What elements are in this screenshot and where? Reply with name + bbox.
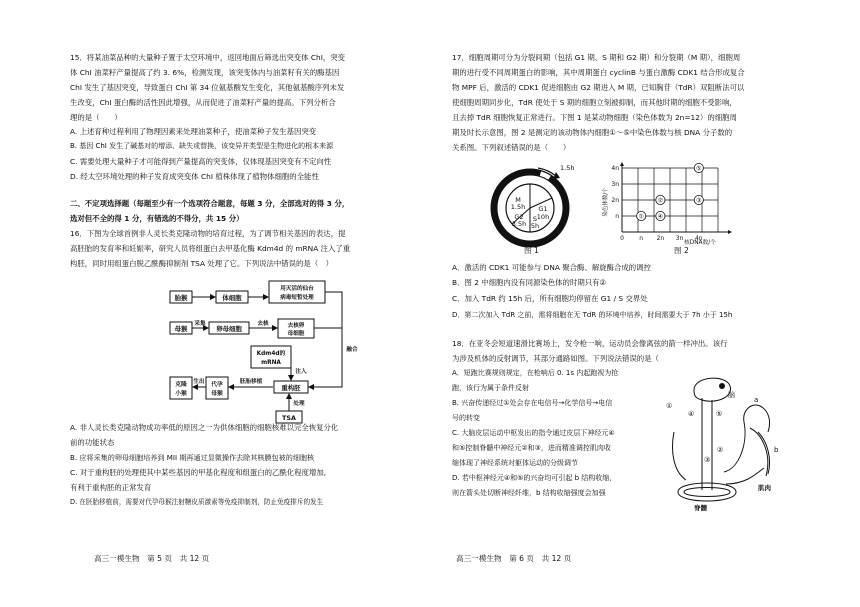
denucleate-label: 去核 — [257, 321, 269, 327]
data-point-label: ④ — [657, 212, 664, 221]
q17-options — [452, 260, 790, 324]
figure-1-caption: 图 1 — [524, 246, 539, 255]
arrow-head — [553, 172, 560, 179]
enucleated-oocyte-label-2: 母细胞 — [287, 331, 305, 337]
left-page — [70, 0, 420, 607]
q15-stem-line: 生改变，ChI 蛋白酶的活性因此增强，从而促进了油菜籽产量的提高。下列分析合 — [70, 98, 336, 107]
muscle-label: 肌肉 — [758, 484, 771, 492]
female-monkey-label: 母猴 — [174, 325, 188, 333]
clone-line1: 克隆 — [175, 382, 187, 388]
s-time: 5h — [530, 222, 540, 230]
x-tick-label: 3n — [675, 235, 684, 242]
sendai-virus-label: 用灭活的仙台 — [280, 286, 314, 292]
reconstructed-embryo-label: 重构胚 — [281, 384, 301, 392]
q18-option: A．短跑比赛规则规定，在枪响后 0. 1s 内起跑视为抢 — [452, 369, 619, 377]
surrogate-label: 代孕 — [211, 382, 223, 388]
data-point-label: ② — [657, 196, 664, 205]
y-axis-label: 染色体数/个 — [603, 187, 609, 217]
y-tick-label: 3n — [611, 181, 619, 188]
q17-stem-line: 物 MPF 后，激活的 CDK1 促进细胞由 G2 期进入 M 期，已知胸苷（TdR）双阻断法可以 — [452, 83, 745, 92]
data-point-label: ① — [638, 212, 645, 221]
q16-stem-line: 16．下图为全球首例非人灵长类克隆动物的培育过程，为了调节相关基因的表达，提 — [70, 229, 346, 238]
g2-time: 3.5h — [511, 220, 527, 228]
q16-option-b: B. 应将采集的卵母细胞培养到 MII 期再通过显微操作去除其核膜包被的细胞核 — [70, 453, 315, 462]
q15-stem-line: ChI 发生了基因突变，导致蛋白 ChI 第 34 位氨基酸发生变化，其他氨基酸序列未发 — [70, 83, 345, 92]
mrna-line1: Kdm4d的 — [256, 351, 286, 357]
cell-cycle-figure — [482, 158, 582, 258]
enucleated-oocyte-label: 去核卵 — [287, 323, 305, 329]
label-b: b — [774, 446, 779, 454]
arrow-time: 1.5h — [560, 164, 575, 172]
q17-option-d: D．第二次加入 TdR 之前，需将细胞在无 TdR 的环境中培养，时间需要大于 7h 小于 15h — [452, 311, 733, 319]
brain-shape — [694, 378, 731, 401]
spinal-cord-shape — [678, 483, 736, 501]
q17-stem-line: 17．细胞周期可分为分裂间期（包括 G1 期、S 期和 G2 期）和分裂期（M 期），细胞周 — [452, 53, 741, 62]
q17-stem-line: 关系图。下列叙述错误的是（ ） — [452, 143, 571, 152]
reflex-pathway-diagram — [664, 372, 786, 512]
q16-stem-line: 构胚，同时用组蛋白脱乙酰酶抑制剂 TSA 处理了它。下列说法中错误的是（ ） — [70, 259, 333, 268]
y-tick-label: 4n — [611, 165, 619, 172]
question-17 — [452, 50, 790, 155]
s-label: S — [532, 215, 538, 223]
section-2-line: 二、不定项选择题（每题至少有一个选项符合题意，每题 3 分，全部选对的得 3 分， — [70, 199, 350, 208]
birth-label: 生出 — [193, 379, 205, 385]
g2-label: G2 — [514, 213, 524, 221]
q18-option: 号的转变 — [452, 414, 480, 422]
q15-stem-line: 体 ChI 油菜籽产量提高了约 3. 6%，检测发现，该突变体内与油菜籽有关的酶基因 — [70, 68, 340, 77]
q15-stem-line: 理的是（ ） — [70, 113, 122, 122]
q18-options — [452, 366, 662, 501]
clone-line2: 小猴 — [175, 391, 187, 397]
data-point-label: ⑤ — [695, 164, 702, 173]
y-tick-label: n — [615, 213, 619, 220]
q17-stem-line: 期的进行受不同周期蛋白的影响，其中周期蛋白 cyclinB 与蛋白激酶 CDK1 结合形成复合 — [452, 68, 745, 77]
right-page — [452, 0, 790, 607]
somatic-cell-label: 体细胞 — [222, 294, 242, 302]
mother-label: 母猴 — [211, 391, 223, 397]
right-page-footer: 高三一模生物 第 6 页 共 12 页 — [456, 554, 572, 563]
label-n4: ④ — [688, 410, 695, 418]
chromosome-dna-chart — [600, 160, 732, 246]
q18-option: C. 大脑皮层运动中枢发出的指令通过皮层下神经元④ — [452, 429, 615, 437]
inject-label: 注入 — [295, 369, 307, 375]
q17-stem-line: 期及时长示意图，图 2 是测定的该动物体内细胞①～⑤中染色体数与核 DNA 分子数的 — [452, 128, 733, 137]
question-18 — [452, 336, 790, 366]
q18-stem-line: 为涉及机体的反射调节，其部分通路如图。下列说法错误的是（ — [452, 354, 659, 363]
embryo-transfer-label: 胚胎移植 — [239, 379, 263, 385]
m-label: M — [515, 196, 521, 204]
q16-option-c-cont: 有利于重构胚的正常发育 — [70, 483, 152, 492]
q15-stem-line: 15．将某油菜品种的大量种子置于太空环境中，返回地面后筛选出突变体 ChI，突变 — [70, 53, 346, 62]
y-axis-arrow — [620, 162, 624, 166]
q16-option-a-cont: 前的功能状态 — [70, 438, 115, 447]
label-n1: ① — [666, 402, 673, 410]
q15-option-a: A. 上述育种过程利用了物理因素来处理油菜种子，使油菜种子发生基因突变 — [70, 127, 317, 136]
question-15 — [70, 50, 420, 125]
treat-label: 处理 — [293, 401, 305, 407]
figure-2-caption: 图 2 — [674, 246, 689, 255]
x-tick-label: 4n — [694, 235, 703, 242]
q17-option-a: A．激活的 CDK1 可能参与 DNA 聚合酶、解旋酶合成的调控 — [452, 263, 651, 272]
fuse-label: 融合 — [346, 347, 358, 353]
section-2-line: 选对但不全的得 1 分，有错选的不得分，共 15 分） — [70, 214, 244, 223]
q17-stem-line: 使细胞周期同步化，TdR 使处于 S 期的细胞立刻被抑制，而其他时期的细胞不受影响， — [452, 98, 737, 107]
nerve-fiber — [724, 405, 760, 472]
spine-label: 脊髓 — [694, 504, 707, 512]
g1-time: 10h — [536, 213, 550, 221]
q16-option-d: D. 在胚胎移植前，需要对代孕母猴注射糖皮质激素等免疫抑制剂，防止免疫排斥的发生 — [70, 498, 324, 506]
oocyte-label: 卵母细胞 — [216, 325, 242, 333]
q18-option: D. 若中枢神经元④和⑤的兴奋均可引起 b 结构收缩， — [452, 474, 617, 482]
section-2-heading — [70, 196, 420, 226]
q16-options — [70, 420, 420, 510]
fetal-monkey-label: 胎猴 — [174, 294, 188, 302]
q17-option-c: C．加入 TdR 约 15h 后，所有细胞均停留在 G1 / S 交界处 — [452, 294, 648, 303]
left-page-footer: 高三一模生物 第 5 页 共 12 页 — [94, 554, 210, 563]
y-tick-label: 2n — [611, 197, 619, 204]
q18-option: 和⑤控制脊髓中神经元②和③，进而精准调控肌肉收 — [452, 444, 611, 452]
label-n3: ③ — [704, 456, 711, 464]
sendai-virus-label-2: 病毒短暂处理 — [280, 295, 314, 301]
q16-option-c: C. 对于重构胚的处理使其中某些基因的甲基化程度和组蛋白的乙酰化程度增加, — [70, 468, 327, 477]
m-time: 1.5h — [510, 203, 526, 211]
q16-option-a: A. 非人灵长类克隆动物成功率低的原因之一为供体细胞的细胞核难以完全恢复分化 — [70, 423, 339, 432]
collect-label: 采集 — [194, 321, 206, 327]
x-tick-label: n — [639, 235, 644, 242]
x-tick-label: 2n — [656, 235, 665, 242]
q18-option: 跑，该行为属于条件反射 — [452, 384, 529, 392]
q15-options — [70, 124, 420, 184]
label-n5: ⑤ — [716, 410, 723, 418]
x-tick-label: 0 — [620, 235, 624, 242]
brain-label: 脑 — [728, 391, 735, 399]
data-point-label: ③ — [695, 196, 702, 205]
q15-option-c: C. 需要处理大量种子才可能得到产量提高的突变体，仅体现基因突变有不定向性 — [70, 157, 332, 166]
label-a: a — [754, 396, 759, 404]
q18-option: 则在箭头处切断神经纤维，b 结构收缩强度会加强 — [452, 489, 606, 497]
q15-option-b: B. 基因 ChI 发生了碱基对的增添、缺失或替换，该变异并类型是生物进化的根本来源 — [70, 142, 334, 150]
muscle-outline — [750, 428, 768, 476]
question-16 — [70, 226, 420, 271]
q18-option: 缩体现了神经系统对躯体运动的分级调节 — [452, 459, 578, 467]
q15-option-d: D. 经太空环境处理的种子发育成突变体 ChI 植株体现了植物体细胞的全能性 — [70, 172, 319, 181]
q17-stem-line: 且去掉 TdR 细胞恢复正常进行。下图 1 是某动物细胞（染色体数为 2n=12）的细胞周 — [452, 113, 737, 122]
q16-stem-line: 高胚胎的发育率和妊娠率，研究人员将组蛋白去甲基化酶 Kdm4d 的 mRNA 注入了重 — [70, 244, 351, 253]
q18-option: B. 兴奋传递经过①处会存在电信号→化学信号→电信 — [452, 399, 613, 407]
q17-option-b: B．图 2 中细胞内没有同源染色体的时期只有② — [452, 278, 607, 287]
g1-label: G1 — [538, 205, 548, 213]
cloning-diagram — [166, 279, 380, 425]
tsa-label: TSA — [282, 414, 296, 422]
x-axis-label: 核DNA数/个 — [683, 240, 717, 246]
mrna-line2: mRNA — [261, 360, 281, 366]
q18-stem-line: 18．在亚冬会短道速滑比赛场上，发令枪一响，运动员会像离弦的箭一样冲出。该行 — [452, 339, 728, 348]
x-axis-arrow — [728, 230, 732, 234]
label-n2: ② — [717, 446, 724, 454]
